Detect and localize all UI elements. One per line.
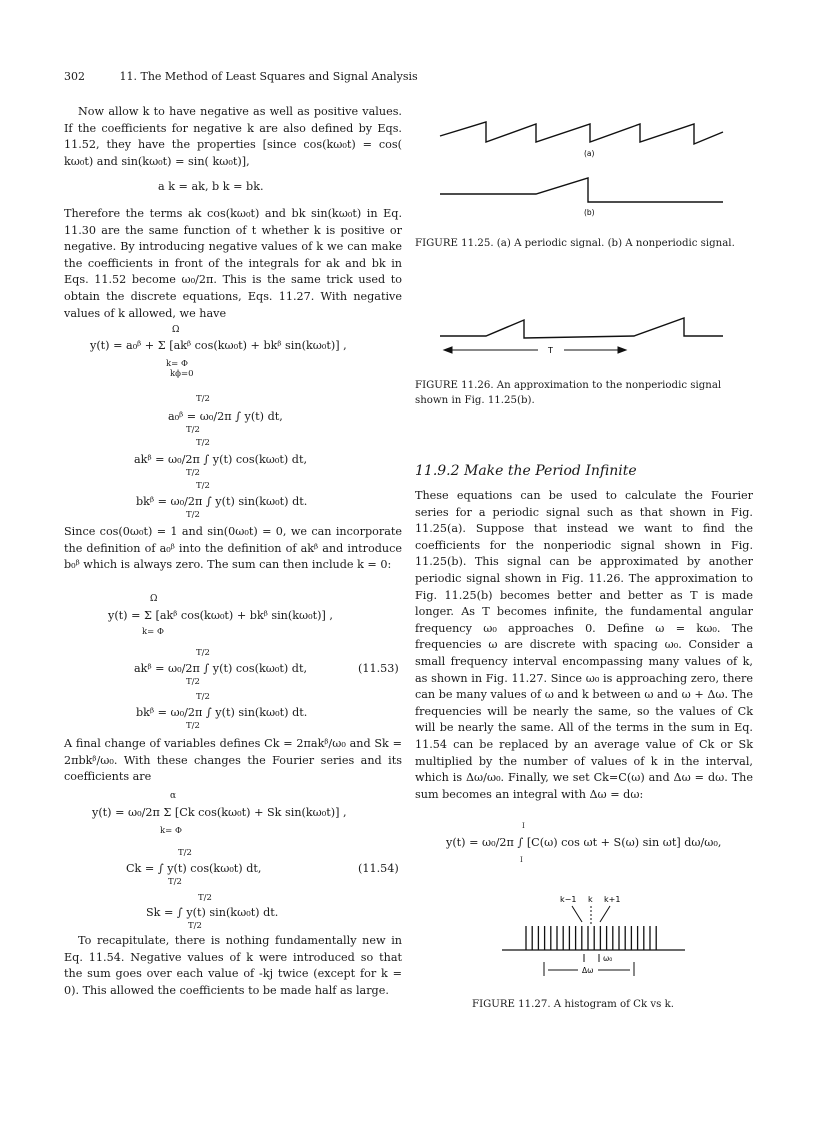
km1-pointer (572, 906, 582, 922)
eq9-lower-limit: T/2 (168, 877, 182, 887)
eq1-sum-upper: Ω (172, 325, 180, 335)
eq5-sum-upper: Ω (150, 594, 158, 604)
eq7-upper-limit: T/2 (196, 692, 210, 702)
eq2-lower-limit: T/2 (186, 425, 200, 435)
equation-fourier-integral: y(t) = ω₀/2π ∫ [C(ω) cos ωt + S(ω) sin ωt] dω/ω₀, (446, 836, 722, 849)
figure-11-26-caption: FIGURE 11.26. An approximation to the nonperiodic signal shown in Fig. 11.25(b). (415, 380, 722, 406)
eq10-lower-limit: T/2 (188, 921, 202, 931)
section-heading-11-9-2: 11.9.2 Make the Period Infinite (415, 463, 637, 479)
paragraph-negative-k: Now allow k to have negative as well as positive values. If the coefficients for negative k are also defined by Eqs. 11.52, they have the properties [since cos(kω₀t) = cos( kω₀t) and sin(kω₀t) = sin( kω₀t)], (64, 105, 402, 168)
eq5-sum-lower: k= Φ (142, 627, 164, 637)
figure-11-26 (438, 312, 728, 358)
kp1-pointer (600, 906, 610, 922)
chapter-title: 11. The Method of Least Squares and Signal Analysis (119, 70, 418, 83)
equation-fourier-series-3: y(t) = ω₀/2π Σ [Ck cos(kω₀t) + Sk sin(kω₀t)] , (92, 806, 347, 819)
fig25-label-a: (a) (584, 149, 595, 158)
page-number: 302 (64, 70, 85, 83)
int-lower-limit: I (520, 856, 523, 864)
fig27-label-dw: Δω (582, 966, 594, 975)
fig27-label-km1: k−1 (560, 895, 577, 904)
eq3-lower-limit: T/2 (186, 468, 200, 478)
eq4-upper-limit: T/2 (196, 481, 210, 491)
fig27-label-w0: ω₀ (603, 954, 613, 963)
eq3-upper-limit: T/2 (196, 438, 210, 448)
fig27-label-kp1: k+1 (604, 895, 621, 904)
equation-number-11-54: (11.54) (358, 862, 399, 875)
paragraph-same-function: Therefore the terms ak cos(kω₀t) and bk sin(kω₀t) in Eq. 11.30 are the same function of t whether k is positive or negative. By introducing negative values of k we can make the coefficients in front of the integrals for ak and bk in Eqs. 11.52 become ω₀/2π. This is the same trick used to obtain the discrete equations, Eqs. 11.27. With negative values of k allowed, we have (64, 207, 402, 320)
figure-11-27-caption: FIGURE 11.27. A histogram of Ck vs k. (472, 999, 675, 1010)
period-arrowhead-left (444, 347, 452, 353)
equation-fourier-series-1: y(t) = a₀ᵝ + Σ [akᵝ cos(kω₀t) + bkᵝ sin(kω₀t)] , (90, 339, 347, 352)
eq2-upper-limit: T/2 (196, 394, 210, 404)
eq10-upper-limit: T/2 (198, 893, 212, 903)
eq6-lower-limit: T/2 (186, 677, 200, 687)
approx-signal-line (440, 318, 723, 338)
equation-sk: Sk = ∫ y(t) sin(kω₀t) dt. (146, 906, 279, 919)
eq4-lower-limit: T/2 (186, 510, 200, 520)
periodic-signal-line (440, 122, 723, 144)
equation-fourier-series-2: y(t) = Σ [akᵝ cos(kω₀t) + bkᵝ sin(kω₀t)] , (108, 609, 333, 622)
equation-ak-2: akᵝ = ω₀/2π ∫ y(t) cos(kω₀t) dt, (134, 662, 308, 675)
paragraph-period-infinite: These equations can be used to calculate the Fourier series for a periodic signal such as that shown in Fig. 11.25(a). Suppose that instead we want to find the coefficients for the nonperiodic signal shown in Fig. 11.25(b). This signal can be approximated by another periodic signal shown in Fig. 11.26. The approximation to Fig. 11.25(b) becomes better and better as T is made longer. As T becomes infinite, the fundamental angular frequency ω₀ approaches 0. Define ω = kω₀. The frequencies ω are discrete with spacing ω₀. Consider a small frequency interval encompassing many values of k, as shown in Fig. 11.27. Since ω₀ is approaching zero, there can be many values of ω and k between ω and ω + Δω. The frequencies will be nearly the same, so the values of Ck will be nearly the same. All of the terms in the sum in Eq. 11.54 can be replaced by an average value of Ck or Sk multiplied by the number of values of k in the interval, which is Δω/ω₀. Finally, we set Ck=C(ω) and Δω = dω. The sum becomes an integral with Δω = dω: (415, 489, 753, 801)
eq8-sum-upper: α (170, 791, 177, 801)
eq7-lower-limit: T/2 (186, 721, 200, 731)
equation-number-11-53: (11.53) (358, 662, 399, 675)
equation-a0: a₀ᵝ = ω₀/2π ∫ y(t) dt, (168, 410, 283, 423)
eq9-upper-limit: T/2 (178, 848, 192, 858)
equation-bk-2: bkᵝ = ω₀/2π ∫ y(t) sin(kω₀t) dt. (136, 706, 308, 719)
fig26-period-label: T (548, 346, 553, 355)
eq1-sum-lower-2: kϕ=0 (170, 369, 194, 379)
eq1-sum-lower: k= Φ (166, 359, 188, 369)
fig27-label-k: k (588, 895, 593, 904)
equation-symmetry: a k = ak, b k = bk. (158, 180, 264, 193)
paragraph-change-variables: A final change of variables defines Ck = 2πakᵝ/ω₀ and Sk = 2πbkᵝ/ω₀. With these changes the Fourier series and its coefficients are (64, 737, 402, 784)
equation-ck: Ck = ∫ y(t) cos(kω₀t) dt, (126, 862, 262, 875)
figure-11-25 (438, 112, 728, 220)
paragraph-recapitulate: To recapitulate, there is nothing fundamentally new in Eq. 11.54. Negative values of k were introduced so that the sum goes over each value of -kj twice (except for k = 0). This allowed the coefficients to be made half as large. (64, 934, 402, 997)
paragraph-incorporate: Since cos(0ω₀t) = 1 and sin(0ω₀t) = 0, we can incorporate the definition of a₀ᵝ into the definition of akᵝ and introduce b₀ᵝ which is always zero. The sum can then include k = 0: (64, 525, 402, 572)
running-header (64, 70, 418, 83)
int-upper-limit: I (522, 822, 525, 830)
nonperiodic-signal-line (440, 178, 723, 202)
eq6-upper-limit: T/2 (196, 648, 210, 658)
figure-11-25-caption: FIGURE 11.25. (a) A periodic signal. (b) A nonperiodic signal. (415, 238, 735, 249)
period-arrowhead-right (618, 347, 626, 353)
equation-ak: akᵝ = ω₀/2π ∫ y(t) cos(kω₀t) dt, (134, 453, 308, 466)
fig25-label-b: (b) (584, 208, 595, 217)
equation-bk: bkᵝ = ω₀/2π ∫ y(t) sin(kω₀t) dt. (136, 495, 308, 508)
eq8-sum-lower: k= Φ (160, 826, 182, 836)
figure-11-27 (500, 890, 700, 980)
